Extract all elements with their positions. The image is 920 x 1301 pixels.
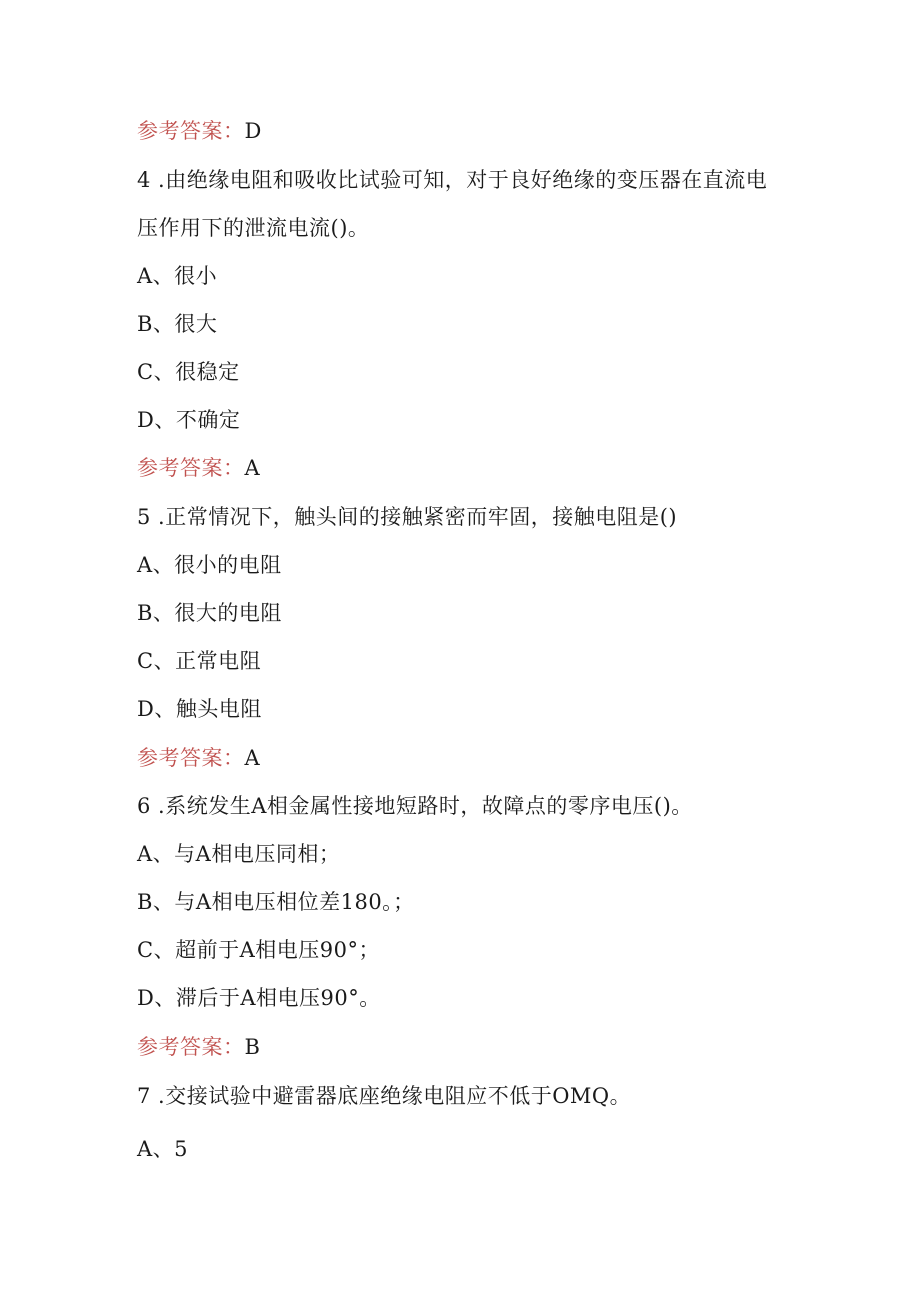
answer-value: A	[244, 746, 261, 770]
question-6-option-d: D、滞后于A相电压90°。	[137, 986, 381, 1010]
question-4-option-c: C、很稳定	[137, 360, 240, 384]
question-4-option-a: A、很小	[137, 264, 218, 288]
answer-q4	[137, 453, 260, 483]
question-5-option-b: B、很大的电阻	[137, 601, 282, 625]
question-4-stem-line2: 压作用下的泄流电流()。	[137, 216, 370, 240]
question-6-stem: 6 .系统发生A相金属性接地短路时，故障点的零序电压()。	[137, 794, 693, 818]
question-5-option-d: D、触头电阻	[137, 697, 262, 721]
answer-value: A	[244, 456, 261, 480]
question-6-option-c: C、超前于A相电压90°；	[137, 938, 380, 962]
question-6-option-b: B、与A相电压相位差180。；	[137, 890, 415, 914]
answer-label: 参考答案：	[137, 1035, 245, 1059]
answer-label: 参考答案：	[137, 746, 245, 770]
question-7-stem: 7 .交接试验中避雷器底座绝缘电阻应不低于OMQ。	[137, 1084, 632, 1108]
answer-q6	[137, 1032, 260, 1062]
question-5-stem: 5 .正常情况下，触头间的接触紧密而牢固，接触电阻是()	[137, 505, 678, 529]
question-5-option-a: A、很小的电阻	[137, 553, 282, 577]
answer-value: B	[244, 1035, 261, 1059]
answer-label: 参考答案：	[137, 456, 245, 480]
question-4-option-b: B、很大	[137, 312, 218, 336]
answer-label: 参考答案：	[137, 119, 245, 143]
answer-q3	[137, 116, 262, 146]
question-4-option-d: D、不确定	[137, 408, 241, 432]
question-6-option-a: A、与A相电压同相；	[137, 842, 341, 866]
question-5-option-c: C、正常电阻	[137, 649, 262, 673]
question-7-option-a: A、5	[137, 1137, 189, 1161]
question-4-stem-line1: 4 .由绝缘电阻和吸收比试验可知，对于良好绝缘的变压器在直流电	[137, 168, 768, 192]
answer-value: D	[244, 119, 262, 143]
answer-q5	[137, 743, 260, 773]
